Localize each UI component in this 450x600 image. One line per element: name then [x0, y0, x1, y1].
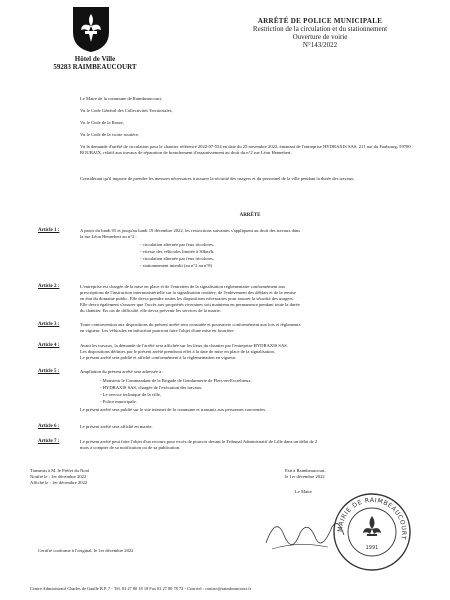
article-line: L'entreprise est chargée de la mise en place et de l'entretien de la signalisation réglementaire conformément aux	[80, 284, 286, 289]
signature-date: le 1er décembre 2022	[285, 474, 325, 479]
visa-line: Vu le Code Général des Collectivités Territoriales,	[80, 108, 173, 113]
town-crest-logo	[70, 4, 112, 54]
article-line: Toute contravention aux dispositions du présent arrêté sera constatée et poursuivie conformément aux lois et règlements	[80, 322, 301, 327]
article-line: - Police municipale.	[100, 399, 137, 404]
transmission-line: Transmis à M. le Préfet du Nord	[30, 468, 90, 473]
article-line: - Monsieur le Commandant de la Brigade de Gendarmerie de Flers-en-Escrebieux,	[100, 378, 252, 383]
article-line: Le présent arrêté peut faire l'objet d'un recours pour excès de pouvoir devant le Tribunal Administratif de Lille dans un délai de 2	[80, 439, 318, 444]
document-subtitle: Restriction de la circulation et du stationnement	[252, 25, 388, 33]
article-line: Avant les travaux, la demande de l'arrêté sera affichée sur les lieux du chantier par l'entreprise HYDRAXIS SAS.	[80, 343, 289, 348]
article-label: Article 5 :	[38, 369, 60, 374]
article-line: en état du domaine public. Elle devra prendre toutes les dispositions nécessaires pour assurer la sécurité des usagers.	[80, 296, 294, 301]
article-line: - circulation alternée par feux tricolores,	[140, 242, 214, 247]
mairie-stamp	[332, 492, 412, 572]
article-line: Ampliation du présent arrêté sera adressée à :	[80, 369, 164, 374]
article-line: mois à compter de sa notification ou de sa publication.	[80, 445, 181, 450]
document-subtitle-2: Ouverture de voirie	[292, 33, 348, 41]
visa-line: Vu le Code de la voirie routière,	[80, 132, 140, 137]
document-title-block	[225, 17, 415, 49]
visa-line: Vu le Code de la Route,	[80, 120, 124, 125]
article-line: Le présent arrêté sera publié sur le site internet de la commune et transmis aux personnes concernées.	[80, 407, 267, 412]
article-label: Article 3 :	[38, 322, 60, 327]
article-line: - stationnement interdit (au n°2 au n°8)	[140, 263, 213, 268]
stamp-text: MAIRIE DE RAIMBEAUCOURT	[336, 496, 408, 541]
article-line: Le présent arrêté sera affiché en mairie.	[80, 424, 153, 429]
document-number: N°143/2022	[302, 41, 338, 49]
town-line-2: 59283 RAIMBEAUCOURT	[53, 63, 137, 71]
town-address	[40, 55, 150, 71]
article-label: Article 7 :	[38, 439, 60, 444]
article-label: Article 6 :	[38, 424, 60, 429]
article-line: la rue Léon Hennebert au n°2 :	[80, 234, 137, 239]
visa-paragraph: Vu la demande d'arrêté de circulation pour le chantier référencé 2022-07-554 en date du 25 novembre 2022, émanant de l'entreprise HYDRAXIS SAS, 211 rue du Faubourg, 59700 ROUBAIX, relatif aux travaux de réparation de branchement d'assainissement au droit du n°2 rue Léon Hennebert.	[80, 144, 411, 156]
town-line-1: Hôtel de Ville	[74, 55, 116, 63]
article-label: Article 1 :	[38, 228, 60, 233]
article-label: Article 4 :	[38, 343, 60, 348]
article-line: - circulation alternée par feux tricolores,	[140, 256, 214, 261]
footer-address: Centre Administratif Charles de Gaulle B.P. 7 - Tél. 03 27 80 18 18 Fax 03 27 80 78 72 - Courriel : contact@raimbeaucourt.fr	[30, 586, 252, 591]
considerant-paragraph: Considérant qu'il importe de prendre les mesures nécessaires à assurer la sécurité des usagers et du personnel de la ville pendant la durée des travaux.	[80, 176, 355, 181]
article-line: Elle devra également s'assurer que l'accès aux propriétés riveraines soit maintenu en permanence pendant toute la durée	[80, 302, 300, 307]
article-line: - Le service technique de la ville,	[100, 392, 162, 397]
visa-line: Le Maire de la commune de Raimbeaucourt,	[80, 96, 163, 101]
signature-title: Le Maire	[295, 489, 312, 494]
article-line: Les dispositions définies par le présent arrêté prendront effet à la date de mise en place de la signalisation.	[80, 349, 275, 354]
article-line: en vigueur. Les véhicules en infraction pourront faire l'objet d'une mise en fourrière.	[80, 328, 235, 333]
transmission-line: Affiché le : 1er décembre 2022	[30, 480, 88, 485]
article-line: du chantier. En cas de difficulté, elle devra prévenir les services de la mairie.	[80, 308, 221, 313]
transmission-line: Notifié le : 1er décembre 2022	[30, 474, 87, 479]
certification-line: Certifié conforme à l'original, le 1er décembre 2022	[38, 548, 134, 553]
arrete-heading: ARRÊTE	[239, 213, 261, 218]
article-line: Le présent arrêté sera publié et affiché conformément à la réglementation en vigueur.	[80, 355, 237, 360]
article-line: prescriptions de l'instruction interministérielle sur la signalisation routière, de l'enlèvement des déblais et de la remise	[80, 290, 296, 295]
document-title: ARRÊTÉ DE POLICE MUNICIPALE	[257, 17, 383, 25]
signature-place: Fait à Raimbeaucourt,	[285, 468, 326, 473]
article-label: Article 2 :	[38, 284, 60, 289]
article-line: A partir du lundi 05 et jusqu'au lundi 19 décembre 2022, les restrictions suivantes s'appliquent au droit des travaux dans	[80, 228, 301, 233]
article-line: - HYDRAXIS SAS, chargée de l'exécution des travaux,	[100, 385, 203, 390]
stamp-year: 1991	[365, 545, 379, 551]
article-line: - vitesse des véhicules limitée à 30km/h,	[140, 249, 215, 254]
